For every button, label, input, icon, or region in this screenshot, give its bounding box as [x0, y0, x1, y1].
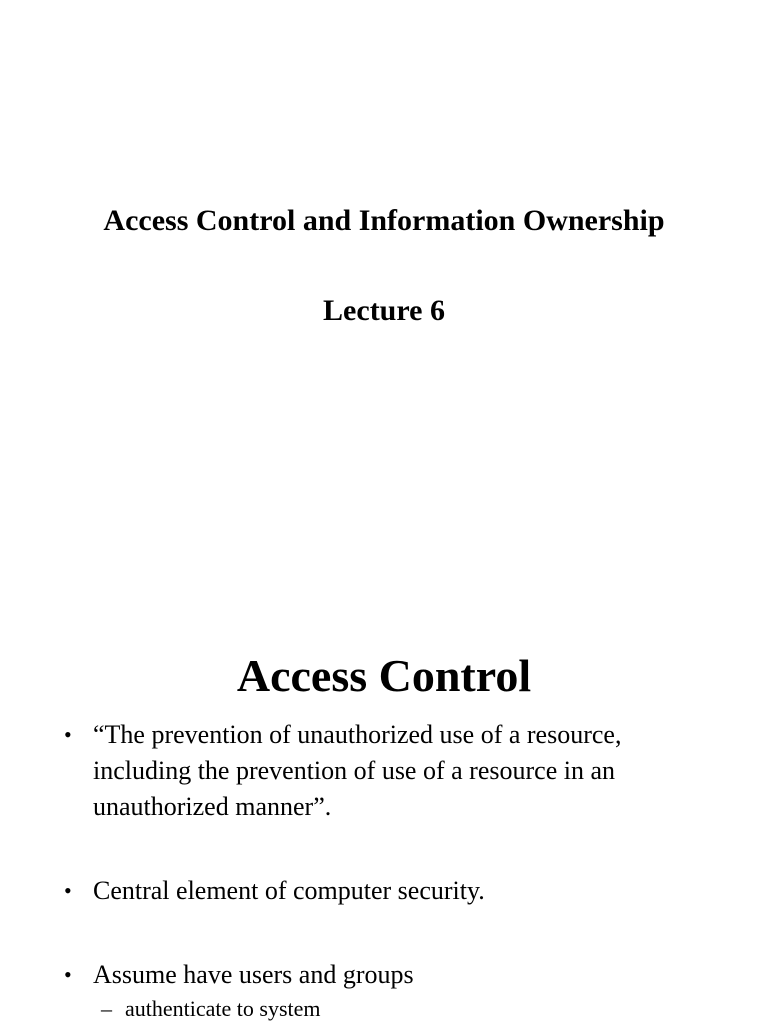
bullet-icon: •: [64, 878, 72, 903]
slide-heading: Access Control: [236, 650, 532, 701]
bullet-item: [64, 957, 704, 993]
bullet-list: [64, 717, 704, 993]
bullet-icon: •: [64, 722, 72, 747]
bullet-text: Assume have users and groups: [93, 960, 414, 989]
title-block: [0, 200, 768, 331]
bullet-item: [64, 873, 704, 909]
lecture-number: Lecture 6: [323, 294, 445, 327]
bullet-item: [64, 717, 704, 825]
content-slide: [0, 512, 768, 1024]
bullet-text: “The prevention of unauthorized use of a resource, including the prevention of use of a resource in an unauthorized manner”.: [93, 720, 622, 821]
deck-title: Access Control and Information Ownership: [103, 204, 665, 237]
sub-bullet-text: authenticate to system: [125, 996, 321, 1021]
bullet-icon: •: [64, 962, 72, 987]
sub-bullet-list: [64, 994, 704, 1024]
bullet-text: Central element of computer security.: [93, 876, 485, 905]
sub-bullet-item: [64, 994, 704, 1024]
dash-icon: –: [101, 996, 112, 1021]
